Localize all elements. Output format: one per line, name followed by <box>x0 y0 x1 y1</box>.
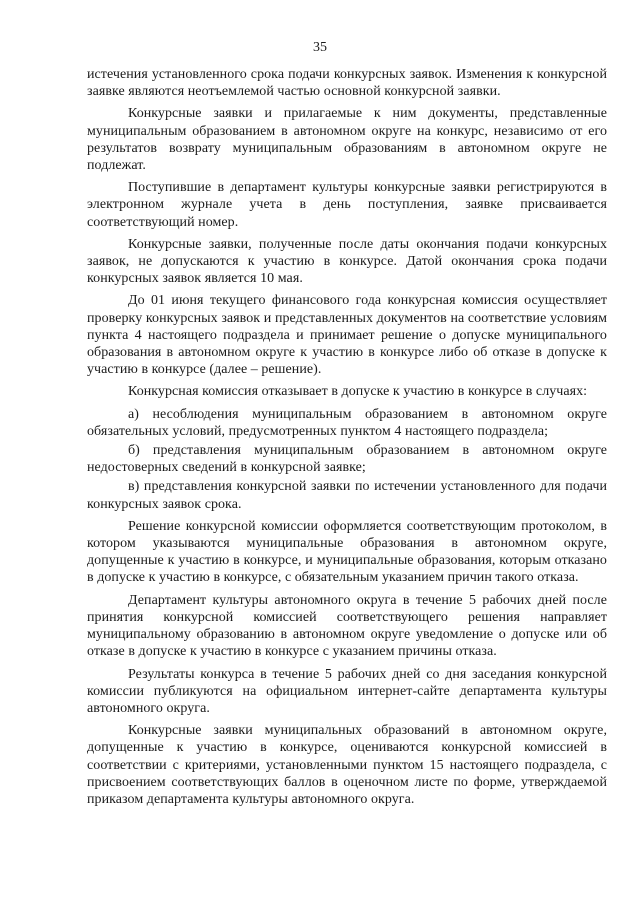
paragraph-deadline: Конкурсные заявки, полученные после даты окончания подачи конкурсных заявок, не допускаются к участию в конкурсе. Датой окончания срока подачи конкурсных заявок является 10 мая. <box>87 236 607 287</box>
page-number: 35 <box>313 40 327 55</box>
list-item-b: б) представления муниципальным образованием в автономном округе недостоверных сведений в конкурсной заявке; <box>87 443 607 476</box>
paragraph-commission-review: До 01 июня текущего финансового года конкурсная комиссия осуществляет проверку конкурсных заявок и представленных документов на соответствие условиям пункта 4 настоящего подраздела и принимает решение о допуске муниципального образования в автономном округе к участию в конкурсе либо об отказе в допуске к участию в конкурсе (далее – решение). <box>87 293 607 378</box>
paragraph-publication: Результаты конкурса в течение 5 рабочих дней со дня заседания конкурсной комиссии публикуются на официальном интернет-сайте департамента культуры автономного округа. <box>87 666 607 716</box>
list-item-c: в) представления конкурсной заявки по истечении установленного для подачи конкурсных заявок срока. <box>87 479 607 512</box>
paragraph-protocol: Решение конкурсной комиссии оформляется соответствующим протоколом, в котором указываются муниципальные образования в автономном округе, допущенные к участию в конкурсе, и муниципальные образования, которым отказано в допуске к участию в конкурсе, с обязательным указанием причин такого отказа. <box>87 518 607 586</box>
paragraph-evaluation: Конкурсные заявки муниципальных образований в автономном округе, допущенные к участию в конкурсе, оцениваются конкурсной комиссией в соответствии с критериями, установленными пунктом 15 настоящего подраздела, с присвоением соответствующих баллов в оценочном листе по форме, утверждаемой приказом департамента культуры автономного округа. <box>87 723 607 807</box>
paragraph-refusal-cases: Конкурсная комиссия отказывает в допуске к участию в конкурсе в случаях: <box>128 384 588 400</box>
list-item-a: а) несоблюдения муниципальным образованием в автономном округе обязательных условий, предусмотренных пунктом 4 настоящего подраздела; <box>87 406 607 439</box>
paragraph-notification: Департамент культуры автономного округа в течение 5 рабочих дней после принятия конкурсной комиссией соответствующего решения направляет муниципальному образованию в автономном округе уведомление о допуске или об отказе в допуске к участию в конкурсе с указанием причины отказа. <box>87 592 607 660</box>
document-body <box>87 66 607 813</box>
paragraph-documents-not-returned: Конкурсные заявки и прилагаемые к ним документы, представленные муниципальным образованием в автономном округе на конкурс, независимо от его результатов возврату муниципальным образованиям в автономном округе не подлежат. <box>87 106 607 174</box>
paragraph-registration: Поступившие в департамент культуры конкурсные заявки регистрируются в электронном журнале учета в день поступления, заявке присваивается соответствующий номер. <box>87 180 607 230</box>
paragraph-continuation: истечения установленного срока подачи конкурсных заявок. Изменения к конкурсной заявке являются неотъемлемой частью основной конкурсной заявки. <box>87 67 607 100</box>
